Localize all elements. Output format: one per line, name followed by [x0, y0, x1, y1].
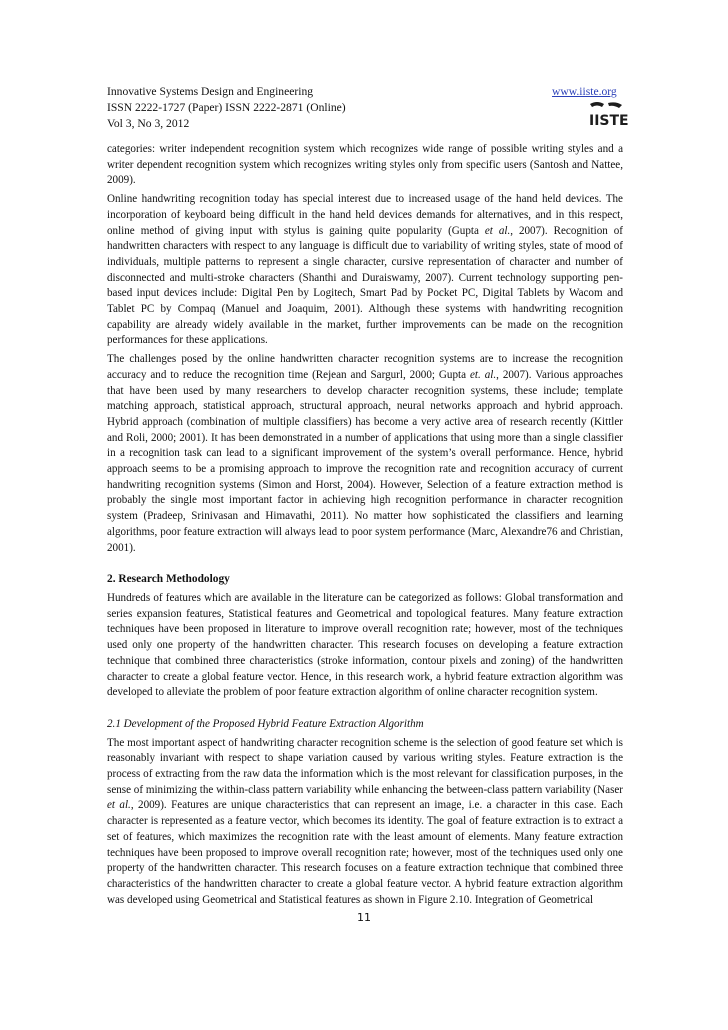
- p4-text-a: The most important aspect of handwriting character recognition scheme is the selection of good feature set which is reasonably invariant with respect to shape variation caused by various writing styles. Feature extraction is the process of extracting from the raw data the information which is the most relevant for classification purposes, in the sense of minimizing the within-class pattern variability while enhancing the between-class pattern variability (Naser: [107, 736, 624, 796]
- journal-title: Innovative Systems Design and Engineering: [107, 85, 314, 98]
- journal-header: [107, 84, 623, 132]
- p2-etal: et al.: [484, 224, 511, 237]
- paragraph-challenges: [107, 352, 623, 556]
- section-2-1-heading: 2.1 Development of the Proposed Hybrid Feature Extraction Algorithm: [107, 717, 424, 730]
- journal-volume: Vol 3, No 3, 2012: [107, 117, 190, 130]
- paragraph-intro-continued: categories: writer independent recognition system which recognizes wide range of possible writing styles and a writer dependent recognition system which recognizes writing styles only from specific users (Santosh and Nattee, 2009).: [107, 143, 623, 187]
- p4-text-b: , 2009). Features are unique characteristics that can represent an image, i.e. a character in this case. Each character is represented as a feature vector, which becomes its identity. The goal of feature extraction is to extract a set of features, which maximizes the recognition rate with the least amount of elements. Many feature extraction techniques have been proposed to improve overall recognition rate; however, most of the techniques used only one property of the handwritten character. This research focuses on a feature extraction technique that combined three characteristics of the handwritten character to create a global feature vector. A hybrid feature extraction algorithm was developed using Geometrical and Statistical features as shown in Figure 2.10. Integration of Geometrical: [107, 799, 623, 906]
- paragraph-research-methodology: Hundreds of features which are available in the literature can be categorized as follows: Global transformation and series expansion features, Statistical features and Geometrical and topological features. Many feature extraction techniques have been proposed in literature to improve overall recognition rate; however, most of the techniques used only one property of the handwritten character. This research focuses on developing a feature extraction technique that combined three characteristics (stroke information, contour pixels and zoning) of the handwritten character to create a global feature vector. Hence, in this research work, a hybrid feature extraction algorithm was developed to alleviate the problem of poor feature extraction algorithm of online character recognition system.: [107, 591, 623, 699]
- paragraph-online-recognition: [107, 192, 623, 349]
- journal-url-link[interactable]: www.iiste.org: [552, 85, 617, 98]
- p3-text-a: The challenges posed by the online handwritten character recognition systems are to increase the recognition accuracy and to reduce the recognition time (Rejean and Sargurl, 2000; Gupta: [107, 353, 623, 381]
- paragraph-feature-extraction: [107, 736, 623, 909]
- p2-text-a: Online handwriting recognition today has special interest due to increased usage of the hand held devices. The incorporation of keyboard being difficult in the hand held devices demands for alternatives, and in this respect, online method of giving input with stylus is gaining quite popularity (Gupta: [107, 193, 623, 237]
- p2-text-b: , 2007). Recognition of handwritten characters with respect to any language is difficult due to variability of writing styles, state of mood of individuals, multiple patterns to represent a single character, cursive representation of character and number of disconnected and multi-stroke characters (Shanthi and Duraiswamy, 2007). Current technology supporting pen-based input devices include: Digital Pen by Logitech, Smart Pad by Pocket PC, Digital Tablets by Wacom and Tablet PC by Compaq (Manuel and Joaquim, 2001). Although these systems with handwriting recognition capability are already widely available in the market, further improvements can be made on the recognition performances for these applications.: [107, 224, 624, 347]
- p3-text-b: , 2007). Various approaches that have been used by many researchers to develop character recognition systems, these include; template matching approach, statistical approach, structural approach, neural networks approach and hybrid approach. Hybrid approach (combination of multiple classifiers) has become a very active area of research recently (Kittler and Roli, 2000; 2001). It has been demonstrated in a number of applications that using more than a single classifier in a recognition task can lead to a significant improvement of the system’s overall performance. Hence, hybrid approach seems to be a promising approach to improve the recognition rate and recognition accuracy of current handwriting recognition systems (Simon and Horst, 2004). However, Selection of a feature extraction method is probably the single most important factor in achieving high recognition performance in character recognition system (Pradeep, Srinivasan and Himavathi, 2011). No matter how sophisticated the classifiers and learning algorithms, poor feature extraction will always lead to poor system performance (Marc, Alexandre76 and Christian, 2001).: [107, 368, 623, 554]
- journal-issn: ISSN 2222-1727 (Paper) ISSN 2222-2871 (Online): [107, 101, 346, 114]
- p4-etal: et al.: [107, 799, 131, 812]
- page-number: 11: [357, 911, 371, 924]
- logo-text: IISTE: [589, 113, 629, 129]
- section-2-heading: 2. Research Methodology: [107, 573, 230, 586]
- p3-etal: et. al.: [469, 368, 497, 381]
- iiste-logo: [588, 101, 629, 129]
- article-body: [107, 142, 623, 911]
